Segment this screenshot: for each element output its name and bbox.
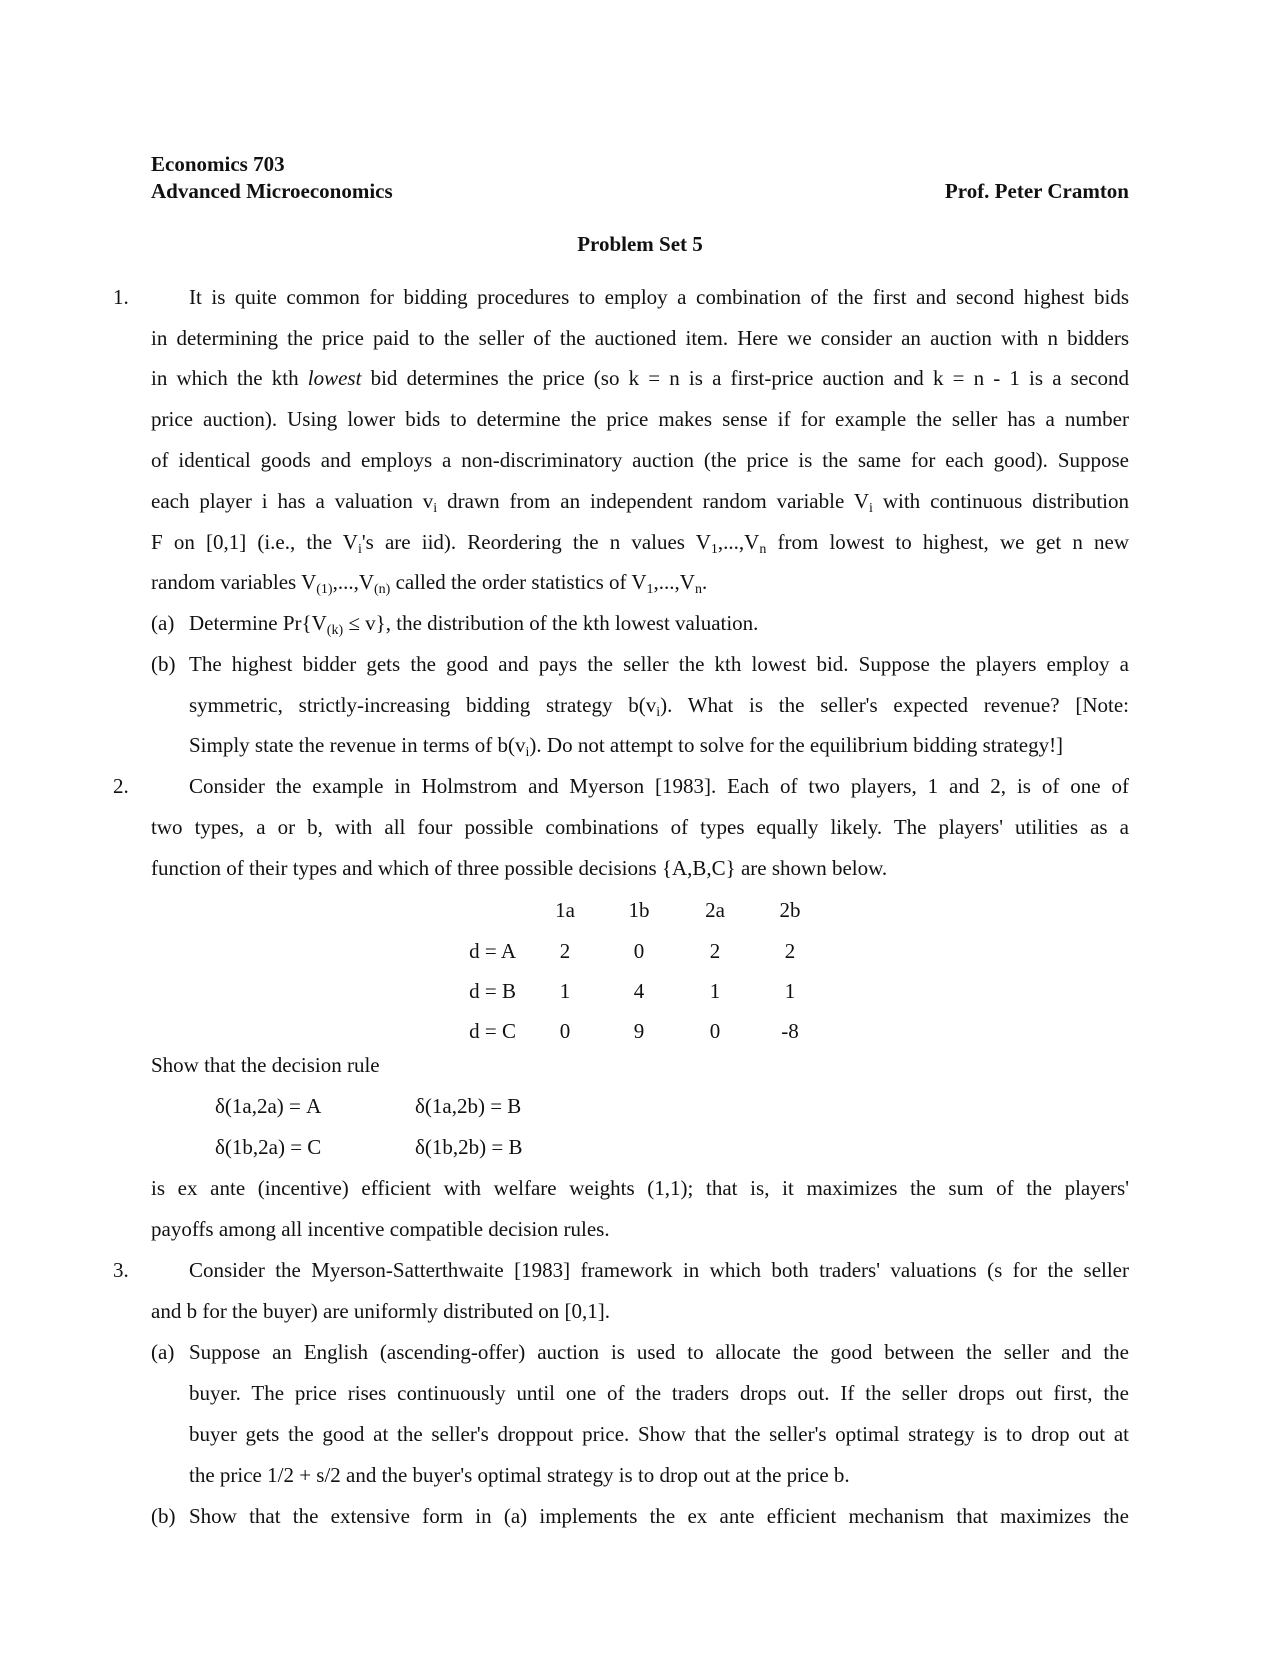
p2-line-2: two types, a or b, with all four possible combinations of types equally likely. The players' utilities as a: [151, 815, 1129, 839]
problem-3-number: 3.: [113, 1258, 129, 1282]
p1-part-a-text: Determine $Pr\{V_{(k)} \le v\}$, the distribution of the kth lowest valuation.: [189, 611, 759, 638]
p2-line-3: function of their types and which of three possible decisions {A,B,C} are shown below.: [151, 856, 888, 880]
p3-part-b-label: (b): [151, 1504, 176, 1528]
table-cell: -8: [781, 1019, 799, 1043]
col-header-1a: 1a: [555, 898, 575, 922]
table-cell: 1: [709, 979, 721, 1003]
table-cell: 1: [784, 979, 796, 1003]
p3-part-a-line-1: Suppose an English (ascending-offer) auction is used to allocate the good between the seller and the: [189, 1340, 1129, 1364]
p1-line-7: F on [0,1] (i.e., the $V_i's$ are iid). Reordering the n values $V_1,...,V_n$ from lowest to highest, we get n new: [151, 530, 1129, 557]
table-cell: 4: [633, 979, 645, 1003]
table-cell: 0: [709, 1019, 721, 1043]
table-cell: 2: [709, 939, 721, 963]
p2-line-4: is ex ante (incentive) efficient with welfare weights (1,1); that is, it maximizes the sum of the players': [151, 1176, 1129, 1200]
p1-line-4: price auction). Using lower bids to determine the price makes sense if for example the seller has a number: [151, 407, 1129, 431]
p3-part-a-line-2: buyer. The price rises continuously until one of the traders drops out. If the seller drops out first, the: [189, 1381, 1129, 1405]
p1-part-a-label: (a): [151, 611, 175, 635]
p3-line-2: and b for the buyer) are uniformly distributed on [0,1].: [151, 1299, 610, 1323]
table-cell: 1: [559, 979, 571, 1003]
p1-line-5: of identical goods and employs a non-discriminatory auction (the price is the same for each good). Suppose: [151, 448, 1129, 472]
table-cell: 0: [633, 939, 645, 963]
p2-line-5: payoffs among all incentive compatible decision rules.: [151, 1217, 610, 1241]
p3-part-a-line-3: buyer gets the good at the seller's droppout price. Show that the seller's optimal strategy is to drop out at: [189, 1422, 1129, 1446]
p1-part-b-line-1: The highest bidder gets the good and pays the seller the kth lowest bid. Suppose the players employ a: [189, 652, 1129, 676]
decision-rule-1b2b: δ(1b,2b) = B: [415, 1135, 523, 1159]
row-label-a: d = A: [469, 939, 516, 963]
col-header-2a: 2a: [705, 898, 725, 922]
instructor-name: Prof. Peter Cramton: [944, 179, 1129, 203]
decision-rule-1a2a: δ(1a,2a) = A: [215, 1094, 322, 1118]
col-header-1b: 1b: [628, 898, 650, 922]
p1-line-6: each player i has a valuation $v_i$ drawn from an independent random variable $V_i$ with continuous distribution: [151, 489, 1130, 516]
p1-part-b-line-2: symmetric, strictly-increasing bidding strategy $b(v_i)$. What is the seller's expected revenue? [Note:: [189, 693, 1129, 720]
table-cell: 9: [633, 1019, 645, 1043]
problem-set-title: Problem Set 5: [577, 232, 703, 256]
table-cell: 2: [559, 939, 571, 963]
p3-line-1: Consider the Myerson-Satterthwaite [1983] framework in which both traders' valuations (s for the seller: [189, 1258, 1129, 1282]
p1-line-1: It is quite common for bidding procedures to employ a combination of the first and second highest bids: [189, 285, 1129, 309]
p1-line-2: in determining the price paid to the seller of the auctioned item. Here we consider an auction with n bidders: [151, 326, 1129, 350]
course-title: Advanced Microeconomics: [151, 179, 393, 203]
p2-show-text: Show that the decision rule: [151, 1053, 380, 1077]
row-label-c: d = C: [469, 1019, 516, 1043]
p3-part-b-line-1: Show that the extensive form in (a) implements the ex ante efficient mechanism that maximizes the: [189, 1504, 1129, 1528]
decision-rule-1a2b: δ(1a,2b) = B: [415, 1094, 522, 1118]
p1-line-8: random variables $V_{(1)},...,V_{(n)}$ called the order statistics of $V_1,...,V_n$.: [151, 570, 708, 597]
p1-line-3: in which the kth lowest bid determines the price (so k = n is a first-price auction and k = n - 1 is a second: [151, 366, 1129, 390]
problem-1-number: 1.: [113, 285, 129, 309]
p1-part-b-label: (b): [151, 652, 176, 676]
course-number: Economics 703: [151, 152, 285, 176]
p2-line-1: Consider the example in Holmstrom and Myerson [1983]. Each of two players, 1 and 2, is of one of: [189, 774, 1129, 798]
decision-rule-1b2a: δ(1b,2a) = C: [215, 1135, 322, 1159]
p1-part-b-line-3: Simply state the revenue in terms of $b(v_i)$. Do not attempt to solve for the equilibrium bidding strategy!]: [189, 733, 1064, 760]
table-cell: 2: [784, 939, 796, 963]
p3-part-a-label: (a): [151, 1340, 175, 1364]
row-label-b: d = B: [469, 979, 516, 1003]
col-header-2b: 2b: [779, 898, 801, 922]
p3-part-a-line-4: the price 1/2 + s/2 and the buyer's optimal strategy is to drop out at the price b.: [189, 1463, 850, 1487]
table-cell: 0: [559, 1019, 571, 1043]
problem-2-number: 2.: [113, 774, 129, 798]
